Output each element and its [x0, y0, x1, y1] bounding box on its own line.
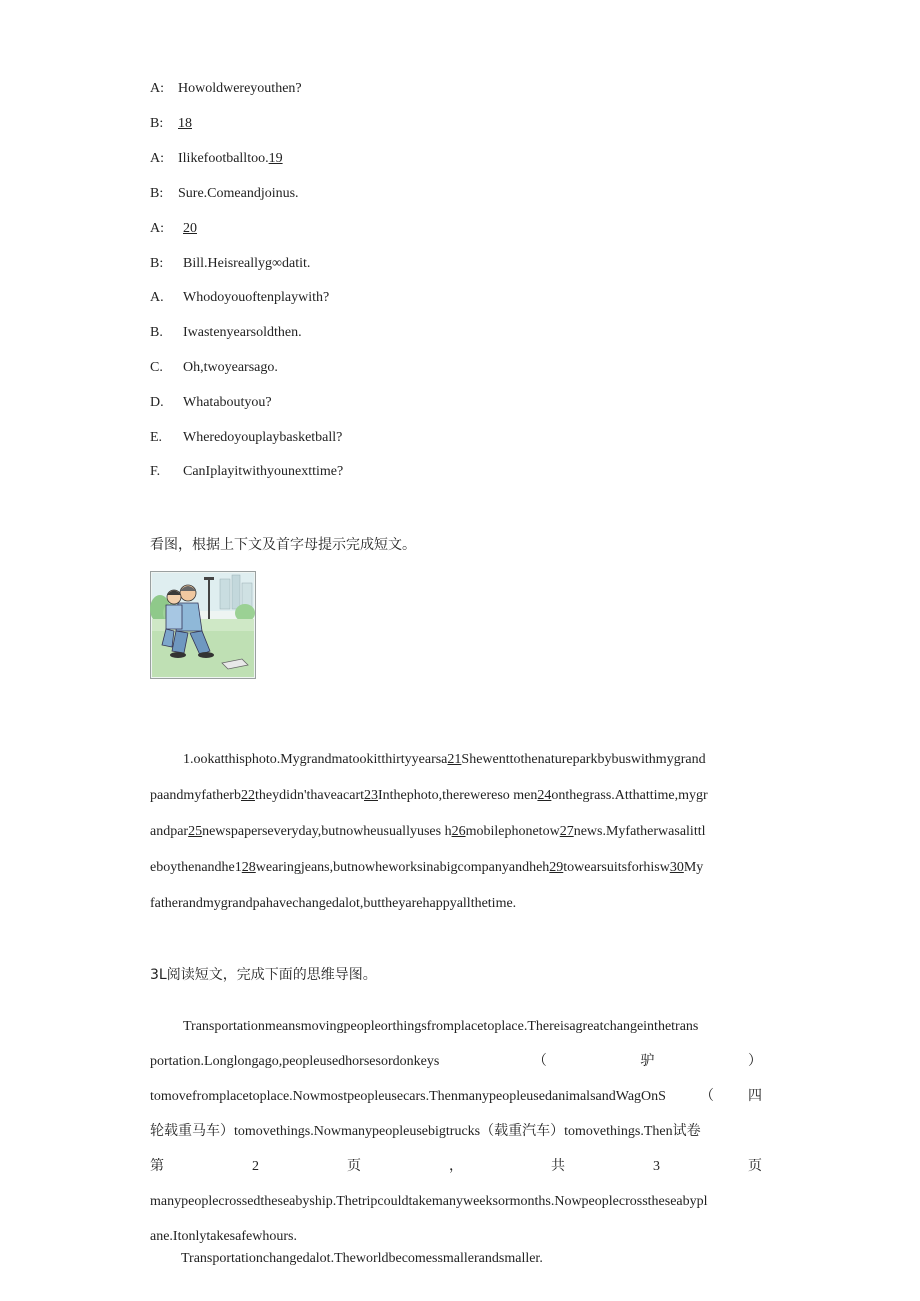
text-run: onthegrass.Atthattime,mygr — [551, 788, 708, 803]
text-run: theydidn'thaveacart — [254, 788, 364, 803]
text-run: Shewenttothenatureparkbybuswithmygrand — [461, 752, 706, 767]
dialogue-line — [150, 220, 197, 238]
grandpa-and-boy-illustration — [150, 571, 256, 679]
speaker-label: B: — [150, 116, 164, 131]
option-item — [150, 289, 329, 307]
text-run: newspaperseveryday,butnowheusuallyuses h — [202, 824, 452, 839]
blank-number: 21 — [447, 752, 462, 767]
paragraph-line — [150, 823, 762, 841]
paragraph-line: ane.Itonlytakesafewhours. — [150, 1229, 297, 1244]
option-label: F. — [150, 464, 161, 479]
blank-number: 28 — [241, 860, 256, 875]
blank-number: 20 — [183, 221, 197, 236]
paragraph-line — [150, 1053, 762, 1071]
footer-word: 第 — [150, 1159, 164, 1174]
text-run: towearsuitsforhisw — [563, 860, 670, 875]
paragraph-line: 轮载重马车）tomovethings.Nowmanypeopleusebigtrucks（载重汽车）tomovethings.Then试卷 — [150, 1124, 701, 1139]
paragraph-line — [150, 787, 762, 805]
option-label: B. — [150, 325, 163, 340]
text-run: tomovefromplacetoplace.Nowmostpeopleusecars.ThenmanypeopleusedanimalsandWagOnS — [150, 1089, 666, 1104]
text-run: Inthephoto,therewereso men — [378, 788, 538, 803]
dialogue-line — [150, 255, 310, 273]
blank-number: 29 — [549, 860, 564, 875]
option-text: Wheredoyouplaybasketball? — [183, 430, 343, 445]
blank-number: 24 — [537, 788, 552, 803]
option-label: E. — [150, 430, 163, 445]
blank-number: 18 — [178, 116, 192, 131]
dialogue-text: Bill.Heisreallyg∞datit. — [183, 256, 311, 271]
option-label: D. — [150, 395, 164, 410]
text-run: （ — [532, 1054, 547, 1069]
dialogue-line — [150, 185, 299, 203]
page-footer — [150, 1158, 762, 1176]
option-text: Iwastenyearsoldthen. — [183, 325, 302, 340]
speaker-label: A: — [150, 151, 164, 166]
option-label: C. — [150, 360, 163, 375]
footer-word: 共 — [551, 1159, 565, 1174]
text-run: （ — [699, 1089, 714, 1104]
blank-number: 26 — [451, 824, 466, 839]
text-run: ） — [747, 1054, 762, 1069]
paragraph-line — [150, 859, 762, 877]
text-run: mobilephonetow — [465, 824, 560, 839]
blank-number: 22 — [240, 788, 255, 803]
footer-word: 页 — [748, 1159, 762, 1174]
footer-word: 页 — [347, 1159, 361, 1174]
dialogue-line — [150, 150, 283, 168]
photo-illustration — [150, 571, 256, 679]
option-label: A. — [150, 290, 164, 305]
text-run: andpar — [150, 824, 189, 839]
option-text: Whodoyouoftenplaywith? — [183, 290, 330, 305]
blank-number: 19 — [268, 151, 283, 166]
text-run: eboythenandhe1 — [150, 860, 242, 875]
text-run: fatherandmygrandpahavechangedalot,buttheyarehappyallthetime. — [150, 896, 517, 911]
footer-word: 2 — [252, 1159, 259, 1174]
section-heading: 看图，根据上下文及首字母提示完成短文。 — [150, 537, 416, 553]
speaker-label: B: — [150, 256, 164, 271]
dialogue-line — [150, 80, 302, 98]
text-run: paandmyfatherb — [150, 788, 241, 803]
option-item — [150, 359, 278, 377]
dialogue-line — [150, 115, 192, 133]
dialogue-text: Howoldwereyouthen? — [178, 81, 302, 96]
dialogue-text: Ilikefootballtoo. — [178, 151, 269, 166]
paragraph-line — [150, 895, 762, 913]
dialogue-text: Sure.Comeandjoinus. — [178, 186, 299, 201]
blank-number: 23 — [364, 788, 378, 803]
text-run: My — [683, 860, 704, 875]
option-text: CanIplayitwithyounexttime? — [183, 464, 344, 479]
paragraph-line — [150, 751, 762, 769]
paragraph-line — [150, 1088, 762, 1106]
footer-word: ， — [449, 1159, 463, 1174]
blank-number: 27 — [559, 824, 574, 839]
option-text: Whataboutyou? — [183, 395, 272, 410]
blank-number: 30 — [669, 860, 684, 875]
text-run: news.Myfatherwasalittl — [573, 824, 706, 839]
text-run: 驴 — [640, 1054, 655, 1069]
footer-word: 3 — [653, 1159, 660, 1174]
paragraph-line: manypeoplecrossedtheseabyship.Thetripcouldtakemanyweeksormonths.Nowpeoplecrosstheseabypl — [150, 1194, 708, 1209]
paragraph-line: Transportationchangedalot.Theworldbecomessmallerandsmaller. — [181, 1251, 543, 1266]
text-run: 1.ookatthisphoto.Mygrandmatookitthirtyyearsa — [183, 752, 448, 767]
speaker-label: B: — [150, 186, 164, 201]
speaker-label: A: — [150, 81, 164, 96]
option-item — [150, 394, 272, 412]
speaker-label: A: — [150, 221, 164, 236]
text-run: wearingjeans,butnowheworksinabigcompanyandheh — [255, 860, 550, 875]
paragraph-line: Transportationmeansmovingpeopleorthingsfromplacetoplace.Thereisagreatchangeinthetrans — [183, 1019, 699, 1034]
option-text: Oh,twoyearsago. — [183, 360, 278, 375]
option-item — [150, 324, 302, 342]
option-item — [150, 429, 342, 447]
blank-number: 25 — [188, 824, 203, 839]
text-run: 四 — [748, 1089, 762, 1104]
section-heading: 3L阅读短文，完成下面的思维导图。 — [150, 967, 377, 983]
text-run: portation.Longlongago,peopleusedhorsesordonkeys — [150, 1054, 440, 1069]
option-item — [150, 463, 343, 481]
